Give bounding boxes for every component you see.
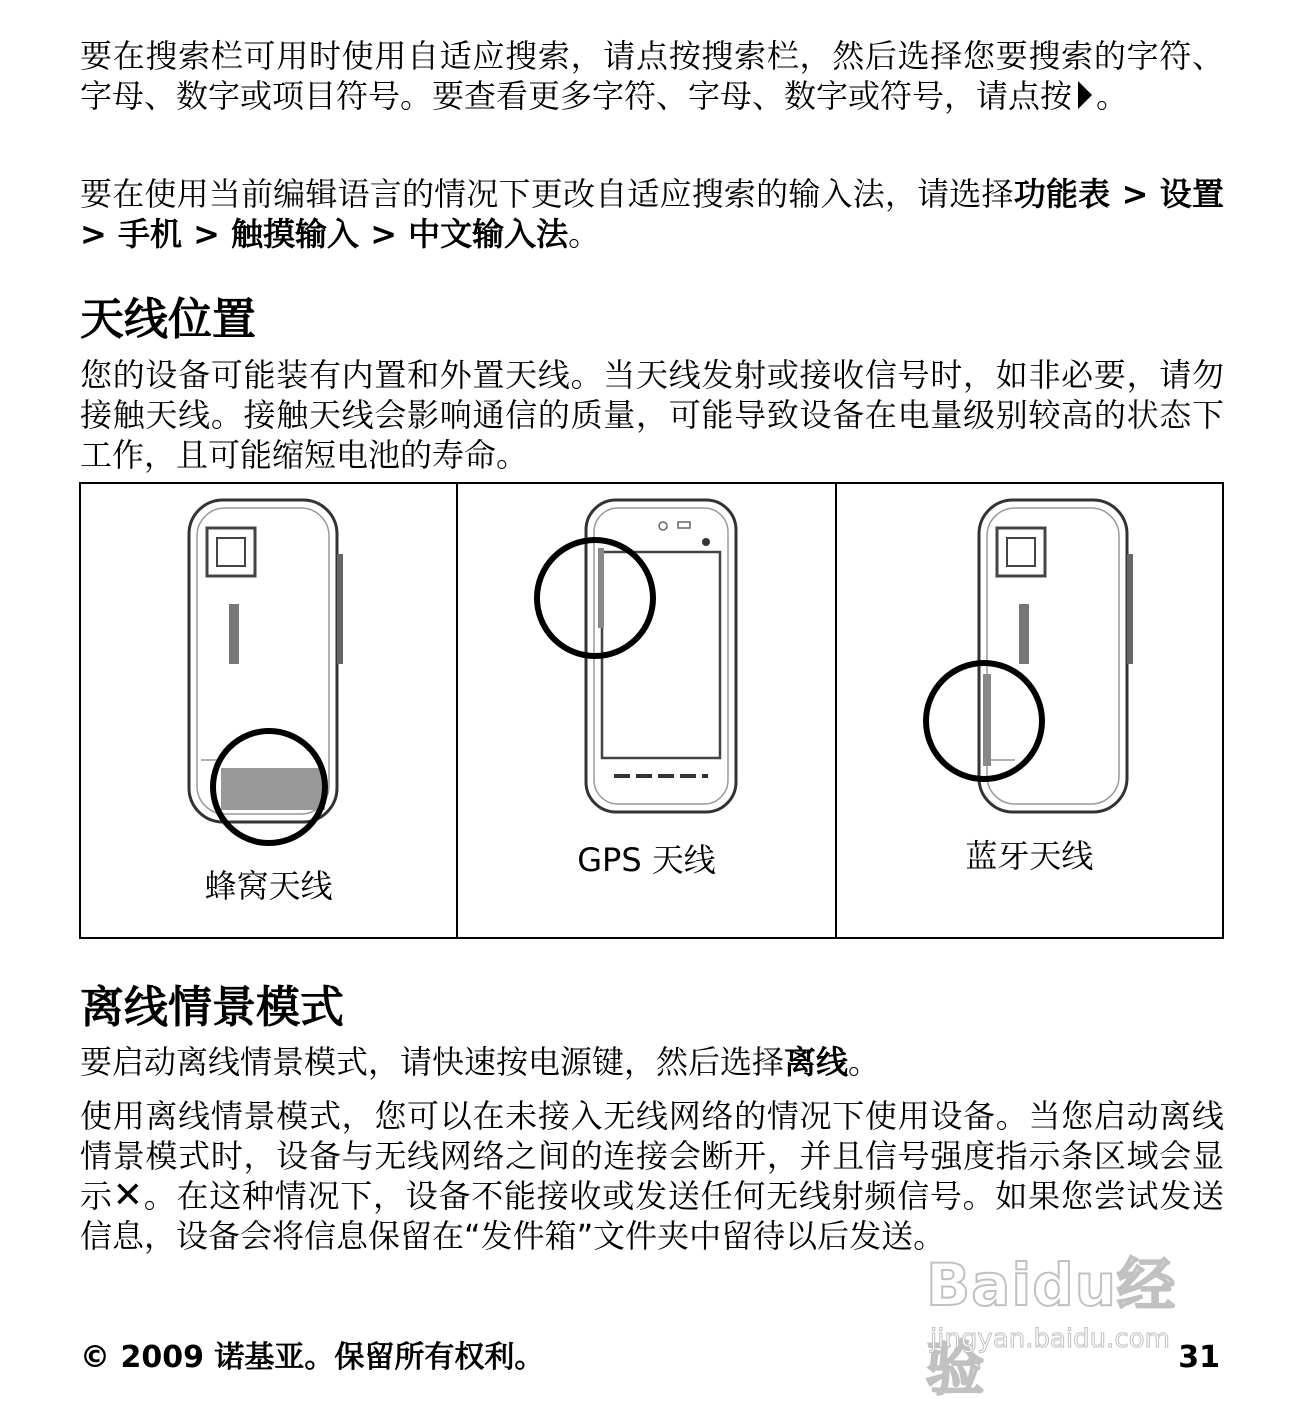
intro-text: 要在搜索栏可用时使用自适应搜索，请点按搜索栏，然后选择您要搜索的字符、字母、数字或项目符号。要查看更多字符、字母、数字或符号，请点按 [80,37,1224,115]
no-signal-icon: ✕ [112,1175,143,1216]
antenna-figure [79,482,1224,939]
page-number: 31 [1178,1340,1220,1375]
caption-gps: GPS 天线 [577,841,716,879]
figure-panel-gps [456,484,834,937]
offline-usage-text: 使用离线情景模式，您可以在未接入无线网络的情况下使用设备。当您启动离线情景模式时，设备与无线网络之间的连接会断开，并且信号强度指示条区域会显示 [80,1097,1224,1215]
watermark-url: jingyan.baidu.com [930,1324,1170,1354]
antenna-paragraph: 您的设备可能装有内置和外置天线。当天线发射或接收信号时，如非必要，请勿接触天线。接触天线会影响通信的质量，可能导致设备在电量级别较高的状态下工作，且可能缩短电池的寿命。 [80,356,1224,474]
caption-cellular: 蜂窝天线 [204,867,333,905]
offline-usage-tail: 。在这种情况下，设备不能接收或发送任何无线射频信号。如果您尝试发送信息，设备会将信息保留在“发件箱”文件夹中留待以后发送。 [80,1177,1224,1255]
offline-start-text: 要启动离线情景模式，请快速按电源键，然后选择 [80,1043,785,1081]
input-method-paragraph [80,174,1224,254]
right-triangle-icon [1078,81,1092,109]
offline-usage-paragraph [80,1096,1224,1256]
intro-paragraph [80,36,1224,116]
antenna-section-title: 天线位置 [80,294,256,345]
offline-start-tail: 。 [848,1043,881,1081]
offline-section-title: 离线情景模式 [80,982,344,1033]
menu-path: 功能表 > 设置 > 手机 > 触摸输入 > 中文输入法 [80,175,1224,253]
watermark-logo: Baidu经验 [926,1251,1177,1403]
input-method-tail: 。 [568,215,601,253]
input-method-text: 要在使用当前编辑语言的情况下更改自适应搜索的输入法，请选择 [80,175,1014,213]
caption-bluetooth: 蓝牙天线 [965,837,1094,875]
copyright: © 2009 诺基亚。保留所有权利。 [80,1340,545,1375]
figure-panel-cellular [81,484,456,937]
offline-start-paragraph [80,1042,1224,1082]
offline-option: 离线 [784,1043,849,1081]
figure-panel-bluetooth [835,484,1222,937]
intro-tail: 。 [1096,77,1129,115]
